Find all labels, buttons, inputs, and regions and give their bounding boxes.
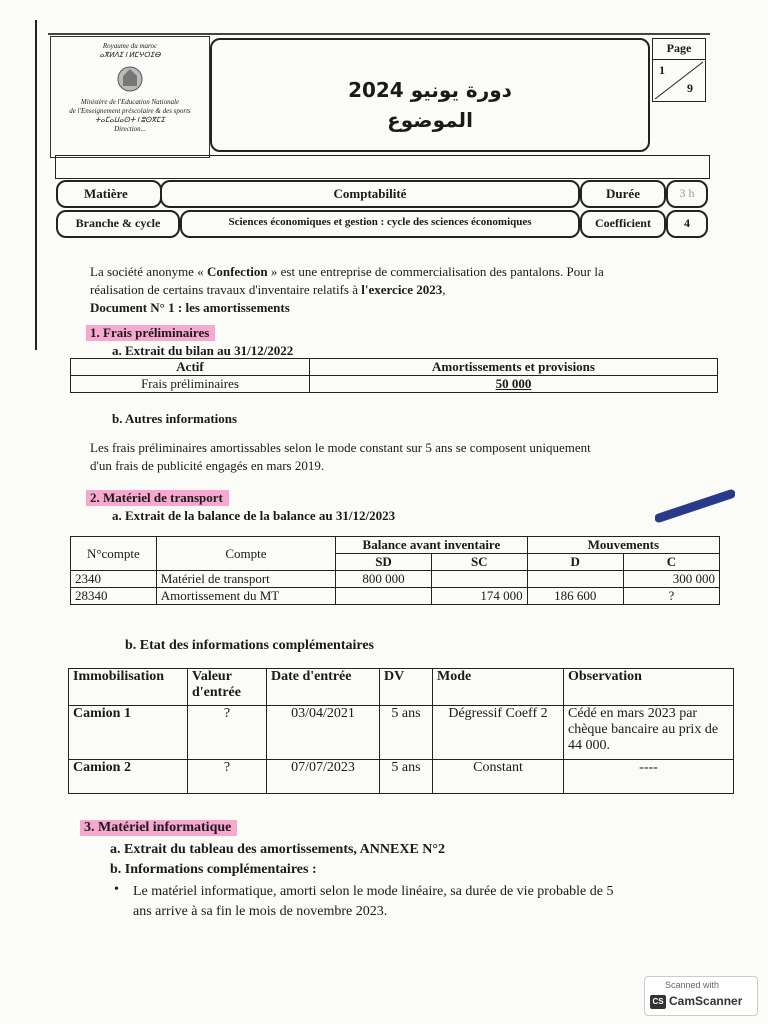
watermark-line: Scanned with [665,980,720,990]
info-cell: Camion 2 [69,760,188,794]
balance-subheader: SD [336,554,432,571]
section-1-title: 1. Frais préliminaires [86,325,215,341]
info-cell: 5 ans [380,706,433,760]
balance-header-mvt: Mouvements [527,537,719,554]
branche-value: Sciences économiques et gestion : cycle des sciences économiques [228,216,532,228]
info-cell: ---- [564,760,734,794]
balance-cell: Amortissement du MT [156,588,335,605]
info-cell: 5 ans [380,760,433,794]
balance-cell: ? [623,588,719,605]
info-cell: 03/04/2021 [267,706,380,760]
balance-subheader: SC [431,554,527,571]
balance-table [70,536,720,605]
section-1b-heading: b. Autres informations [112,411,238,426]
intro-text: La société anonyme « [90,264,207,279]
branche-label: Branche & cycle [75,216,161,230]
balance-cell [431,571,527,588]
section-2a-heading: a. Extrait de la balance de la balance au 31/12/2023 [112,508,396,523]
info-cell: ? [188,760,267,794]
balance-cell: Matériel de transport [156,571,335,588]
top-line [48,33,710,35]
ministry-line: de l'Enseignement préscolaire & des sports [69,107,191,115]
page-total: 9 [687,81,693,95]
section-1b-line: d'un frais de publicité engagés en mars 2019. [90,458,325,473]
section-3b-heading: b. Informations complémentaires : [110,862,317,877]
bilan-cell: Frais préliminaires [71,376,310,393]
intro-text: » est une entreprise de commercialisation des pantalons. Pour la [267,264,604,279]
balance-cell: 186 600 [527,588,623,605]
intro-text: , [442,282,446,297]
exercise-year: l'exercice 2023 [361,282,443,297]
section-3-bullet [133,882,713,922]
balance-cell: 800 000 [336,571,432,588]
bilan-cell [310,376,718,393]
camscanner-logo-icon: CS [650,995,666,1009]
bilan-header-amort: Amortissements et provisions [310,359,718,376]
info-header: Observation [564,669,734,706]
page-box [652,38,706,102]
bullet-line: Le matériel informatique, amorti selon le mode linéaire, sa durée de vie probable de 5 [133,884,614,899]
camscanner-watermark [644,976,758,1016]
section-1b-text [90,439,710,475]
bilan-value: 50 000 [495,376,532,391]
info-header: Valeur d'entrée [188,669,267,706]
section-2-title: 2. Matériel de transport [86,490,229,506]
duree-label: Durée [606,186,640,201]
balance-cell: 174 000 [431,588,527,605]
page-current: 1 [659,63,665,77]
balance-header-num: N°compte [71,537,157,571]
info-cell: Constant [433,760,564,794]
session-title: دورة يونيو 2024 [348,78,512,102]
balance-cell: 2340 [71,571,157,588]
info-cell: Cédé en mars 2023 par chèque bancaire au prix de 44 000. [564,706,734,760]
document-title: Document N° 1 : les amortissements [90,300,290,315]
info-cell: ? [188,706,267,760]
watermark-brand: CamScanner [669,994,743,1008]
intro-paragraph [90,263,690,317]
duree-value: 3 h [679,186,695,200]
info-cell: 07/07/2023 [267,760,380,794]
matiere-label: Matière [84,186,128,201]
header-blank-bar [55,155,710,179]
bilan-header-actif: Actif [71,359,310,376]
info-table [68,668,734,794]
info-cell: Camion 1 [69,706,188,760]
balance-subheader: D [527,554,623,571]
bilan-table [70,358,718,393]
ministry-line: ⵜⴰⵎⴰⵡⴰⵙⵜ ⵏ ⵓⵙⴳⵎⵉ [95,116,165,124]
section-1a-heading: a. Extrait du bilan au 31/12/2022 [112,343,294,358]
info-header: Immobilisation [69,669,188,706]
info-header: Mode [433,669,564,706]
bullet-icon: • [114,882,119,897]
ministry-line: Direction... [114,125,146,133]
intro-text: réalisation de certains travaux d'inventaire relatifs à [90,282,362,297]
info-cell: Dégressif Coeff 2 [433,706,564,760]
bullet-line: ans arrive à sa fin le mois de novembre 2023. [133,904,388,919]
header-left-border [50,36,210,158]
balance-cell: 28340 [71,588,157,605]
table-row [71,571,720,588]
kingdom-label: Royaume du maroc [102,42,158,50]
table-row [71,588,720,605]
coef-value: 4 [684,216,690,230]
company-name: Confection [206,264,268,279]
section-3-title: 3. Matériel informatique [80,820,237,836]
subject-title: الموضوع [387,108,473,132]
margin-line [35,20,37,350]
balance-header-compte: Compte [156,537,335,571]
info-header: Date d'entrée [267,669,380,706]
balance-cell [336,588,432,605]
balance-cell: 300 000 [623,571,719,588]
ministry-line: Ministère de l'Education Nationale [80,98,180,106]
pen-mark [655,488,735,528]
balance-cell [527,571,623,588]
kingdom-tifinagh: ⴰⴳⵍⴷⵉ ⵏ ⵍⵎⵖⵔⵉⴱ [99,51,161,59]
section-1b-line: Les frais préliminaires amortissables selon le mode constant sur 5 ans se composent uniquement [90,440,591,455]
table-row [69,760,734,794]
balance-subheader: C [623,554,719,571]
table-row [69,706,734,760]
page-label: Page [666,41,692,55]
matiere-value: Comptabilité [333,186,407,201]
coef-label: Coefficient [595,216,651,230]
balance-header-bal: Balance avant inventaire [336,537,528,554]
section-3a-heading: a. Extrait du tableau des amortissements, ANNEXE N°2 [110,842,445,857]
info-header: DV [380,669,433,706]
section-2b-heading: b. Etat des informations complémentaires [125,638,374,653]
